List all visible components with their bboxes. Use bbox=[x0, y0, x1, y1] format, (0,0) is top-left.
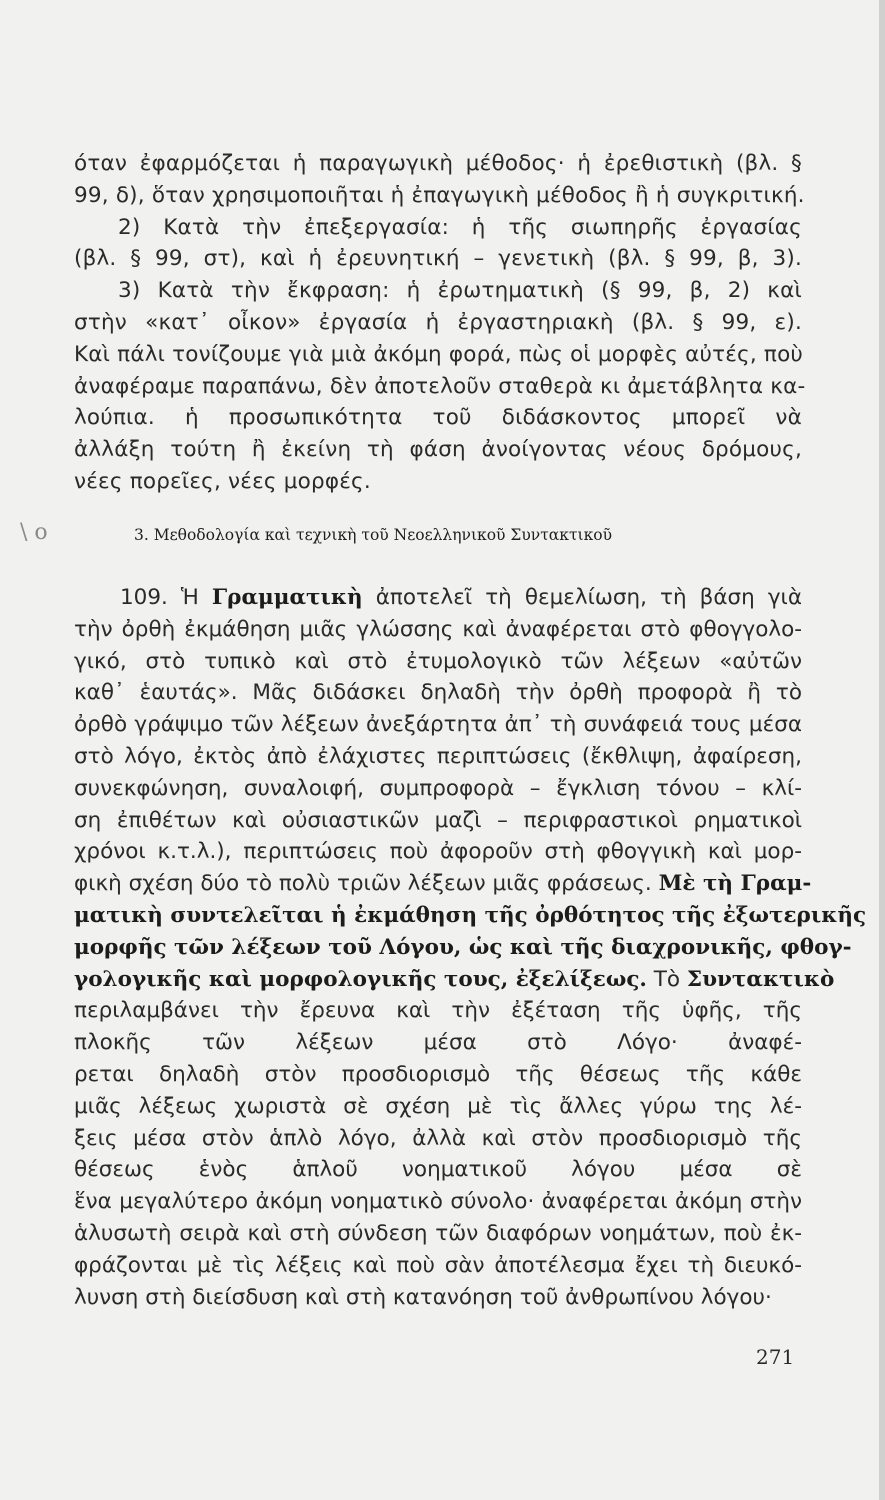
text-run: Τὸ bbox=[646, 966, 687, 992]
text-line bbox=[74, 964, 835, 996]
text-run: θέσεως ἑνὸς ἁπλοῦ νοηματικοῦ λόγου μέσα σὲ bbox=[74, 1157, 802, 1183]
text-run: καθ᾽ ἑαυτάς». Μᾶς διδάσκει δηλαδὴ τὴν ὀρθὴ προφορὰ ἢ τὸ bbox=[74, 680, 802, 706]
text-line: όταν ἐφαρμόζεται ἡ παραγωγικὴ μέθοδος· ἡ ἐρεθιστικὴ (βλ. § bbox=[74, 151, 802, 176]
text-run: φικὴ σχέση δύο τὸ πολὺ τριῶν λέξεων μιᾶς φράσεως. bbox=[74, 871, 659, 897]
text-line bbox=[74, 614, 802, 646]
paragraph-methods-list bbox=[74, 148, 806, 498]
text-line: ἀλλάξη τούτη ἢ ἐκείνη τὴ φάση ἀνοίγοντας νέους δρόμους, bbox=[74, 437, 802, 463]
text-line bbox=[74, 805, 802, 837]
text-line: λούπια. ἡ προσωπικότητα τοῦ διδάσκοντος μπορεῖ νὰ bbox=[74, 405, 802, 431]
text-line bbox=[74, 932, 852, 964]
text-line bbox=[74, 868, 812, 900]
text-line bbox=[74, 1186, 802, 1218]
text-run: πλοκῆς τῶν λέξεων μέσα στὸ Λόγο· ἀναφέ- bbox=[74, 1030, 802, 1056]
text-line bbox=[74, 1282, 802, 1314]
text-line bbox=[74, 836, 802, 868]
text-line bbox=[74, 741, 802, 773]
text-line: 3) Κατὰ τὴν ἔκφραση: ἡ ἐρωτηματικὴ (§ 99, β, 2) καὶ bbox=[118, 278, 802, 304]
bold-text: γολογικῆς καὶ μορφολογικῆς τους, ἐξελίξεως. bbox=[74, 966, 647, 992]
bold-text: ματικὴ συντελεῖται ἡ ἐκμάθηση τῆς ὀρθότητος τῆς ἐξωτερικῆς bbox=[74, 902, 867, 928]
bold-text: μορφῆς τῶν λέξεων τοῦ Λόγου, ὡς καὶ τῆς διαχρονικῆς, φθογ- bbox=[74, 934, 852, 960]
text-line bbox=[74, 900, 867, 932]
text-line: 2) Κατὰ τὴν ἐπεξεργασία: ἡ τῆς σιωπηρῆς ἐργασίας bbox=[118, 214, 802, 240]
text-line: στὴν «κατ᾽ οἶκον» ἐργασία ἡ ἐργαστηριακὴ (βλ. § 99, ε). bbox=[74, 309, 802, 335]
text-run: ἕνα μεγαλύτερο ἀκόμη νοηματικὸ σύνολο· ἀναφέρεται ἀκόμη στὴν bbox=[74, 1189, 802, 1215]
text-line bbox=[74, 1154, 802, 1186]
text-line bbox=[74, 646, 802, 678]
text-line: νέες πορεῖες, νέες μορφές. bbox=[74, 468, 371, 494]
margin-mark: \ ο bbox=[20, 520, 48, 545]
text-run: περιλαμβάνει τὴν ἔρευνα καὶ τὴν ἐξέταση τῆς ὑφῆς, τῆς bbox=[74, 998, 802, 1024]
text-run: συνεκφώνηση, συναλοιφή, συμπροφορὰ – ἔγκλιση τόνου – κλί- bbox=[74, 775, 802, 801]
text-line bbox=[74, 677, 802, 709]
text-run: τὴν ὀρθὴ ἐκμάθηση μιᾶς γλώσσης καὶ ἀναφέρεται στὸ φθογγολο- bbox=[74, 616, 802, 642]
text-line bbox=[74, 995, 802, 1027]
text-line bbox=[74, 709, 802, 741]
text-run: 109. Ἡ bbox=[120, 585, 212, 610]
text-run: στὸ λόγο, ἐκτὸς ἀπὸ ἐλάχιστες περιπτώσεις (ἔκθλιψη, ἀφαίρεση, bbox=[74, 743, 802, 769]
text-line bbox=[74, 1059, 802, 1091]
text-run: χρόνοι κ.τ.λ.), περιπτώσεις ποὺ ἀφοροῦν στὴ φθογγικὴ καὶ μορ- bbox=[74, 839, 802, 865]
text-line bbox=[74, 582, 802, 614]
text-line bbox=[74, 1027, 802, 1059]
text-run: λυνση στὴ διείσδυση καὶ στὴ κατανόηση τοῦ ἀνθρωπίνου λόγου· bbox=[74, 1284, 772, 1310]
section-heading: 3. Μεθοδολογία καὶ τεχνικὴ τοῦ Νεοελληνικοῦ Συντακτικοῦ bbox=[134, 526, 613, 544]
bold-text: Γραμματικὴ bbox=[211, 585, 363, 610]
text-run: γικό, στὸ τυπικὸ καὶ στὸ ἐτυμολογικὸ τῶν λέξεων «αὐτῶν bbox=[74, 648, 802, 674]
text-line: 99, δ), ὅταν χρησιμοποιῆται ἡ ἐπαγωγικὴ μέθοδος ἢ ἡ συγκριτική. bbox=[74, 182, 805, 208]
text-run: ἁλυσωτὴ σειρὰ καὶ στὴ σύνδεση τῶν διαφόρων νοημάτων, ποὺ ἐκ- bbox=[74, 1220, 802, 1246]
text-line bbox=[74, 1218, 802, 1250]
text-line bbox=[74, 1123, 802, 1155]
paragraph-grammar-syntax bbox=[74, 582, 867, 1313]
text-run: ρεται δηλαδὴ στὸν προσδιορισμὸ τῆς θέσεως τῆς κάθε bbox=[74, 1061, 802, 1087]
text-run: ἀποτελεῖ τὴ θεμελίωση, τὴ βάση γιὰ bbox=[362, 585, 802, 610]
text-line: (βλ. § 99, στ), καὶ ἡ ἐρευνητική – γενετικὴ (βλ. § 99, β, 3). bbox=[74, 246, 802, 272]
text-run: ὀρθὸ γράψιμο τῶν λέξεων ἀνεξάρτητα ἀπ᾽ τὴ συνάφειά τους μέσα bbox=[74, 712, 802, 738]
text-line: ἀναφέραμε παραπάνω, δὲν ἀποτελοῦν σταθερὰ κι ἀμετάβλητα κα- bbox=[74, 373, 806, 399]
bold-text: Συντακτικὸ bbox=[686, 966, 835, 992]
text-line bbox=[74, 1250, 802, 1282]
text-line bbox=[74, 773, 802, 805]
text-run: φράζονται μὲ τὶς λέξεις καὶ ποὺ σὰν ἀποτέλεσμα ἔχει τὴ διευκό- bbox=[74, 1252, 802, 1278]
text-run: ξεις μέσα στὸν ἁπλὸ λόγο, ἀλλὰ καὶ στὸν προσδιορισμὸ τῆς bbox=[74, 1125, 802, 1151]
bold-text: Μὲ τὴ Γραμ- bbox=[658, 871, 812, 897]
text-line: Καὶ πάλι τονίζουμε γιὰ μιὰ ἀκόμη φορά, πὼς οἱ μορφὲς αὐτές, ποὺ bbox=[74, 341, 804, 367]
page-number: 271 bbox=[756, 1345, 795, 1369]
text-run: μιᾶς λέξεως χωριστὰ σὲ σχέση μὲ τὶς ἄλλες γύρω της λέ- bbox=[74, 1093, 802, 1119]
text-run: ση ἐπιθέτων καὶ οὐσιαστικῶν μαζὶ – περιφραστικοὶ ρηματικοὶ bbox=[74, 807, 802, 833]
text-line bbox=[74, 1091, 802, 1123]
